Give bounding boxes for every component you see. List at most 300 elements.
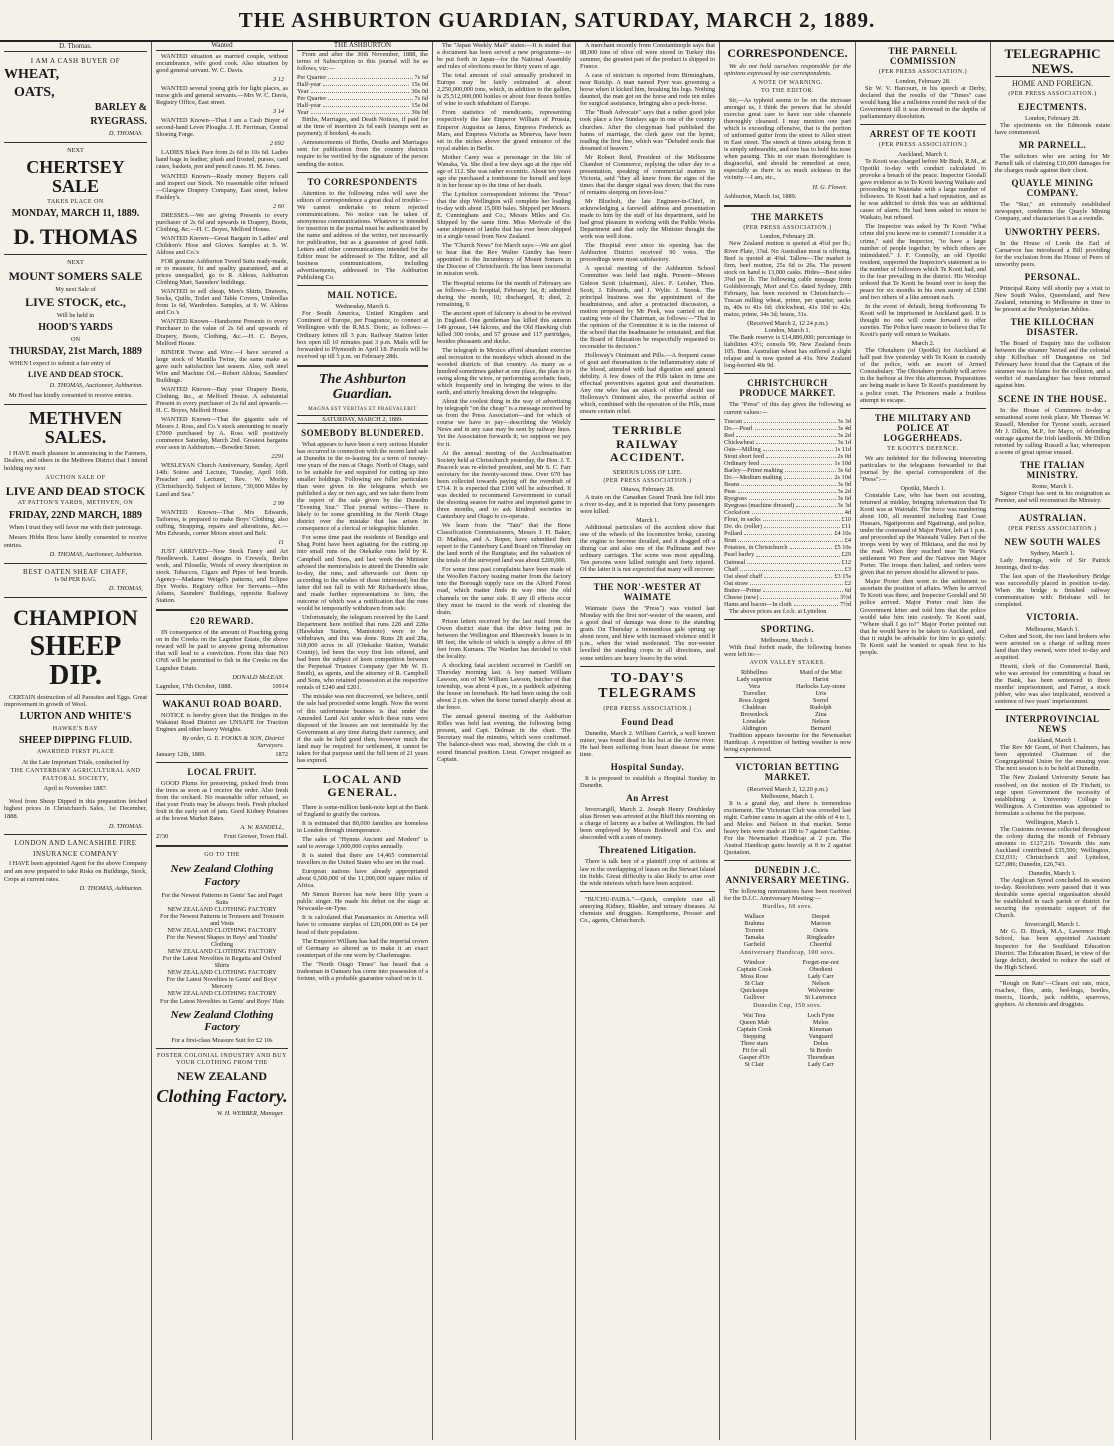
column-6-markets	[720, 42, 856, 1440]
signature: D. THOMAS, Auctioneer, Ashburton.	[49, 382, 143, 390]
horse-name: Torrent	[745, 927, 764, 935]
dateline: Melbourne, March 1.	[760, 792, 815, 800]
reward-notice: IN consequence of the amount of Poaching going on in the Creeks on the Lagmhor Estate, the above reward will be paid to anyone giving information that will lead to a conviction. From this date NO ONE will be permitted to fish in the Creeks on the Lagmhor Estate.	[156, 629, 288, 672]
pattons-yards: AT PATTON'S YARDS, METHVEN, ON	[17, 500, 134, 507]
price-row	[724, 566, 851, 573]
to-editor: TO THE EDITOR.	[761, 88, 814, 95]
race-heading: Hurdles, 60 sovs.	[762, 904, 813, 911]
news-item: Mr G. D. Brack, M.A., Lawrence High School, has been appointed Assistant Inspector for the Southland Education District. The Education Board, in view of the large deficit, decided to reduce the staff of the High School.	[995, 928, 1110, 971]
horse-name: Lady superior	[736, 675, 772, 683]
dateline: March 1.	[636, 516, 659, 524]
rate-row-label: Half-year	[297, 81, 322, 89]
births-notice: Births, Marriages, and Death Notices, if paid for at the time of insertion 2s 6d each (stamps sent as payment); if booked, 4s each.	[297, 116, 428, 138]
ad-code: 2 60	[272, 202, 284, 210]
wanted-ad: WANTED Known—Buy your Drapery Boots, Clothing, &c., at Melford House. A substantial Present to every purchaser of 2s 6d and upwards.—H. C. Boyes, Melford House.	[156, 385, 288, 414]
factory-line: For the Newest Patterns in Gents' Sac and Paget Suits	[161, 891, 283, 906]
news-item: A merchant recently from Constantinople says that 88,000 tons of olive oil were stored in Turkey this summer, the greatest part of the product is shipped to France.	[580, 42, 715, 71]
australian-heading: AUSTRALIAN.	[1018, 513, 1087, 524]
mail-notice-heading: MAIL NOTICE.	[327, 290, 398, 301]
price-row	[724, 474, 851, 481]
dunedin-jc-heading: DUNEDIN J.C. ANNIVERSARY MEETING.	[725, 865, 850, 886]
wanted-ad: WANTED Known—Ready money Buyers call and inspect our Stock. No reasonable offer refused—Glasgow Drapery Company, East street, below Pashley's.	[156, 172, 288, 201]
sheep-dip-heading: SHEEP DIP.	[29, 630, 122, 692]
rate-row-value: 15s 0d	[411, 102, 428, 110]
factory-line: NEW ZEALAND CLOTHING FACTORY	[167, 905, 277, 913]
horse-list	[724, 1012, 851, 1068]
subscription-notice: From and after the 30th November, 1888, the terms of Subscription to this journal will be as follows, viz:—	[297, 50, 428, 72]
rate-row	[297, 102, 428, 109]
held-in-label: Will be held in	[56, 312, 95, 319]
horse-name: Hariot	[812, 675, 829, 683]
price-row-value: 7½d	[839, 600, 851, 608]
news-item: We are indebted for the following interesting particulars to the telegrams forwarded to that journal by the special correspondent of the "Press":—	[860, 454, 986, 483]
price-row	[724, 453, 851, 460]
price-row-label: Do. do. (roller)	[724, 523, 763, 531]
news-item: A train on the Canadian Grand Trunk line fell into a river to-day, and it is reported that forty passengers were killed.	[580, 493, 715, 515]
horse-name: Brownlock	[740, 711, 769, 719]
price-row	[724, 573, 851, 580]
horse-name: Gulliver	[743, 994, 765, 1002]
horse-name: Queen Mab	[739, 1018, 770, 1026]
price-row-value: £4 10s	[834, 530, 851, 538]
newspaper-title: THE ASHBURTON GUARDIAN, SATURDAY, MARCH 2, 1889.	[238, 8, 876, 32]
horse-name: Quicksteps	[740, 987, 769, 995]
horse-name: Wallace	[744, 912, 765, 920]
champion-heading: CHAMPION	[13, 604, 138, 630]
local-item: Mr Simon Reeves has now been fifty years a public singer. He made his debut on the stage at Newcastle-on-Tyne.	[297, 891, 428, 913]
price-row-label: Oats—Milling	[724, 445, 761, 453]
local-item: It is estimated that 80,000 families are homeless in London through intemperance.	[297, 819, 428, 834]
news-item: The Customs revenue collected throughout the colony during the month of February amounts to £127,216. Towards this sum Auckland contributed £35,500; Wellington, £32,031; Christchurch and Lyttelton, £27,086; Dunedin, £26,743.	[995, 825, 1110, 869]
markets-item: The Bank reserve is £14,886,000; percentage to liabilities 43½; consols 99; New Zealand fours 105. Bran. Australian wheat has suffered a slight relapse and is now quoted at 41s. New Zealand long-berried 40s 9d.	[724, 334, 851, 370]
rate-row-label: Year	[297, 109, 309, 117]
advert-item: "Rough on Rats"—Clears out rats, mice, roaches, flies, ants, bed-bugs, beetles, insects, lizards, jack rabbits, sparrows, gophers. At chemists and druggists.	[995, 979, 1110, 1008]
news-item: A case of stoicism is reported from Birmingham, near Ruislip. A man named Pyer was grooming a horse when it kicked him, breaking his legs. Nothing daunted, the man got on the horse and rode ten miles for surgical assistance, bringing also a peck-horse.	[580, 72, 715, 108]
mount-somers-heading: MOUNT SOMERS SALE	[8, 269, 143, 284]
price-row	[724, 439, 851, 446]
column-head: D. Thomas.	[4, 42, 147, 52]
news-item: Prison letters received by the last mail from the Owen district state that the drive being put in between the Wellington and Bluecreek's leases is in 89 feet, the whole of which is simply a drive of 89 feet from Kumara. The Warden has decided to visit the locality.	[437, 617, 571, 660]
news-item: The "Star," an extremely established newspaper, condemns the Quayle Mining Company, and characterises it as a swindle.	[995, 201, 1110, 223]
news-item: The "Japan Weekly Mail" states:—It is stated that a document has been served a new programme—to be put forth in Japan—for the National Assembly and rules of elections must be thirty years of age.	[437, 42, 571, 71]
horse-name: St Clair	[744, 980, 764, 988]
markets-heading: THE MARKETS	[751, 211, 824, 222]
rate-row-label: Per Quarter	[297, 73, 327, 81]
horse-name: Melos	[812, 1018, 829, 1026]
news-item: Te Kooti was charged before Mr Bush, R.M., at Opotiki to-day with conduct calculated to provoke a breach of the peace. Inspector Goodall gave evidence as to Te Kooti leaving Waikato and proceeding to Waiotahe with a large number of followers. Te Kooti had a bad reputation, and as he was addicted to drink this was an additional cause of alarm. He had been asked to return to Waikato, but refused.	[860, 158, 986, 222]
correspondents-heading: TO CORRESPONDENTS	[307, 176, 418, 187]
ad-code: 2291	[271, 453, 284, 461]
price-row	[724, 537, 851, 544]
horse-name: Vera	[748, 682, 761, 690]
price-row	[724, 446, 851, 453]
price-row	[724, 432, 851, 439]
hoods-yards: HOOD'S YARDS	[38, 321, 113, 333]
price-row-value: £12	[841, 558, 851, 566]
rate-row-label: Year	[297, 88, 309, 96]
ad-paragraph: CERTAIN destruction of all Parasites and Eggs. Great improvement in growth of Wool.	[4, 693, 147, 709]
factory-line: For the Newest Shapes in Boys' and Youths' Clothing	[166, 934, 278, 949]
telegram-heading: Threatened Litigation.	[598, 845, 697, 856]
price-row	[724, 523, 851, 530]
dateline: London, February 28.	[895, 77, 951, 85]
quayle-heading: QUAYLE MINING COMPANY.	[1011, 178, 1094, 199]
clothing-factory-heading: Clothing Factory.	[156, 1086, 288, 1107]
price-row-value: £29	[841, 551, 851, 559]
live-stock-heading: LIVE STOCK, etc.,	[25, 295, 126, 310]
go-to-label: GO TO THE	[204, 852, 240, 859]
price-row-label: Oatmeal	[724, 558, 746, 566]
subheading: HOME AND FOREIGN.	[1011, 79, 1094, 89]
motto: MAGNA EST VERITAS ET PRAEVALEBIT	[308, 407, 417, 413]
column-1-auction-ads	[0, 42, 152, 1440]
price-row	[724, 418, 851, 425]
unworthy-peers-heading: UNWORTHY PEERS.	[1004, 226, 1101, 237]
race-heading: Anniversary Handicap, 100 sovs.	[739, 950, 836, 957]
ad-code: 3 14	[272, 108, 284, 116]
horse-name: Sorrel	[813, 697, 829, 704]
wanted-ad: WANTED Known—That Mrs Edwards, Tailoress, is prepared to make Boys' Clothing, also cuffing, Strapping, repairs and alterations, &c.—Mrs Edwards, corner Moore street and Belt.	[156, 508, 288, 537]
horse-name: Nelson	[811, 980, 830, 988]
ad-code: 3 12	[272, 75, 284, 83]
horse-name: Maid of the Mist	[799, 668, 842, 676]
horse-name: Tamaka	[744, 934, 765, 942]
live-dead-stock: LIVE AND DEAD STOCK	[5, 483, 146, 498]
auction-label: AUCTION SALE OF	[45, 474, 106, 481]
price-row	[724, 460, 851, 467]
price-row-value: £4	[844, 537, 851, 545]
news-item: At the annual meeting of the Acclimatisation Society held at Christchurch yesterday, the Hon. J. T. Peacock was re-elected president, and Mr S. C. Farr secretary for the twenty-second time. Over 670 has been collected towards paying off the overdraft of £714. It is expected that £100 will be subscribed. It was decided to recommend Government to curtail the shooting season for native and imported game to three months, and to ask kindred societies in Canterbury and Otago to co-operate.	[437, 449, 571, 520]
sporting-item: Tradition appears favourite for the Newmarket Handicap. A repetition of betting weather is now being experienced.	[724, 732, 851, 754]
ad-paragraph: Mr Hood has kindly consented to receive entries.	[9, 392, 133, 400]
news-item: In the House of Lords the Earl of Carnarvon has introduced a Bill providing for the exclusion from the House of Peers of unworthy peers.	[995, 239, 1110, 268]
nsw-heading: NEW SOUTH WALES	[1004, 537, 1101, 548]
military-heading: THE MILITARY AND POLICE AT LOGGERHEADS.	[874, 412, 972, 443]
live-dead-stock: LIVE AND DEAD STOCK.	[28, 370, 123, 380]
price-row-value: 3s 2d	[837, 488, 851, 496]
awarded-label: AWARDED FIRST PLACE	[36, 749, 115, 756]
horse-name: Captain Cook	[736, 1026, 772, 1034]
wanted-heading: Wanted	[156, 42, 288, 51]
price-row	[724, 509, 851, 516]
letter-heading: A NOTE OF WARNING.	[752, 79, 823, 86]
wanted-ad: LADIES Black Pace from 2s 6d to 10s 6d. Ladies hand bags in leather, plush and frosted, purses, card cases, baskets, pen and pencil cases. H. M. Jones.	[156, 149, 288, 171]
horse-name: Loch Fyne	[807, 1011, 835, 1019]
signature: H. G. Flower.	[812, 183, 847, 191]
interprovincial-heading: INTERPROVINCIAL NEWS	[1005, 714, 1100, 735]
price-row-value: 3s 3d	[837, 417, 851, 425]
sale-date: THURSDAY, 21st March, 1889	[9, 345, 142, 357]
signature: DONALD McLEAN.	[232, 673, 284, 681]
price-row-value: 3s 1d	[837, 438, 851, 446]
trial-dates: April to November 1887.	[43, 784, 108, 792]
auctioneer-name: D. THOMAS	[13, 224, 138, 250]
dateline: London, February 28.	[1025, 114, 1080, 122]
next-label: NEXT	[67, 147, 84, 155]
editorial-paragraph: Unfortunately, the telegram received by the Land Department here notified that runs 228 and 228a (Hawkdun Station, Maniototo) were to be withdrawn, and this was done. Runs 28 and 28a, 318,000 acres in all (Otekaike Station, Waitaki County), led been the very first lots offered, and had been the subject of keen competition between the Perpetual Trustees Company (per Mr W. D. Smith), as agents, and the attorney of R. Campbell and Sons, who retained possession at the respective rentals of £240 and £201.	[297, 613, 428, 692]
news-item: Hewitt, clerk of the Commercial Bank, who was arrested for committing a fraud on the Bank, has been sentenced to three months' imprisonment, and Farrar, a stock jobber, who was also implicated, received a sentence of two years' imprisonment.	[995, 662, 1110, 706]
on-label: ON	[70, 336, 81, 344]
price-row-value: 2s 10d	[834, 473, 851, 481]
price-row-label: Chaff	[724, 565, 739, 573]
dateline: Sydney, March 1.	[1030, 550, 1075, 558]
notice-date: Lagmhor, 17th October, 1888.	[156, 682, 233, 690]
price-row-value: 3s 6d	[837, 466, 851, 474]
wanted-ad: DRESSES.—We are giving Presents to every purchaser of 2s 6d and upwards in Drapery, Boots, Clothing, &c.—H. C. Boyes, Melford House.	[156, 211, 288, 233]
ryegrass-heading: RYEGRASS.	[90, 115, 147, 127]
takes-place-label: TAKES PLACE ON	[47, 198, 104, 205]
column-8-telegraphic	[991, 42, 1114, 1440]
telegram-item: Invercargill, March 2. Joseph Henry Doubleday alias Brown was arrested at the Bluff this morning on a charge of larceny as a bailee at Wellington. He had been employed by Messrs Bothwell and Co. and absconded with a sum of money.	[580, 806, 715, 842]
local-general-heading: LOCAL AND GENERAL.	[322, 771, 403, 800]
signature: D. THOMAS,	[108, 585, 143, 593]
wanted-ad: WANTED Known—Great Bargain in Ladies' and Children's Hose and Gloves. Samples at S. W. Aldous and Co.'s	[156, 234, 288, 256]
horse-name: Fit for all	[742, 1047, 767, 1055]
race-heading: Dunedin Cup, 150 sovs.	[753, 1003, 822, 1010]
news-item: The total amount of coal annually produced in Europe may be fairly estimated at about 2,250,000,000 tons, which, in addition to the gallon, is 25,512,000,000 bottles or about four dozen bottles of wine to each inhabitant of Europe.	[437, 72, 571, 108]
news-item: The "Bush Advocate" says that a rather good joke took place a few Sundays ago in one of the country churches. After the clergyman had published the banns of marriage, the clerk gave out the hymn, reading the first line, which was "Deluded souls that dreamed of heaven."	[580, 109, 715, 152]
ad-code: 10914	[272, 682, 288, 690]
ad-paragraph: I HAVE been appointed Agent for the above Company and am now prepared to take Risks on Buildings, Stock, Crops at current rates.	[4, 860, 147, 883]
mail-notice: For South America, United Kingdom and Continent of Europe, per Fragrance, to connect at Wellington with the R.M.S. Doric, as follows:—Ordinary letters till 3 p.m. Railway Station letter box open till 10 minutes past 3 p.m. Mails will be forwarded to Plymouth in April 18. Parcels will be received up till 5 p.m. on February 28th.	[297, 310, 428, 360]
rate-row-label: Per Quarter	[297, 95, 327, 103]
news-item: The Rev Mr Grant, of Port Chalmers, has been appointed Chairman of the Congregational Union for the ensuing year. The next session is to be held at Dunedin.	[995, 744, 1110, 773]
ad-code: 1872	[275, 750, 288, 758]
telegram-heading: Hospital Sunday.	[610, 761, 685, 772]
news-item: The "Church News" for March says:—We are glad to hear that the Rev Walter Gundry has been appointed to the Incumbency of Mount Somers in the Diocese of Christchurch. He has been successful in mission work.	[437, 242, 571, 278]
price-row	[724, 594, 851, 601]
price-row	[724, 530, 851, 537]
parnell-commission-heading: THE PARNELL COMMISSION	[888, 46, 958, 67]
price-row-value: £2	[844, 579, 851, 587]
editorial-paragraph: For some time past the residents of Bendigo and Shag Point have been agitating for the cutting up into small runs of the Otekaike runs held by R. Campbell and Sons, and last week the Minister advised the memorialists to attend the Dunedin sale to-day, the runs, and afterwards cut them up according to the wishes of those interested; but the latter did not fall in with Mr Richardson's ideas, and made further representations to him, the outcome of which was a notification that the runs would be temporarily withdrawn from sale.	[297, 534, 428, 612]
news-item: Signor Crispi has sent in his resignation as Premier, and will reconstruct the Ministry.	[995, 490, 1110, 505]
price-list	[724, 418, 851, 608]
ejectments-heading: EJECTMENTS.	[1018, 101, 1087, 112]
ad-code: 2 99	[272, 499, 284, 507]
news-item: The ejectments on the Edmonds estate have commenced.	[995, 121, 1110, 136]
wanted-ad: FOR genuine Ashburton Tweed Suits ready-made, or to measure, fit and quality guaranteed, and at prices unequalled, go to R. Aldous, Ashburton Clothing Mart, Saunders' buildings.	[156, 258, 288, 287]
sporting-heading: SPORTING.	[760, 623, 815, 634]
horse-name: Osiris	[813, 927, 829, 935]
horse-list	[724, 669, 851, 732]
produce-note: The above prices are f.o.b. at Lyttelton	[729, 607, 827, 615]
price-row	[724, 502, 851, 509]
price-row	[724, 587, 851, 594]
horse-name: Traveller	[742, 689, 766, 697]
price-row	[724, 601, 851, 608]
notice-date: January 12th, 1889.	[156, 750, 206, 758]
local-item: There is some-million bank-note kept at the Bank of England to gratify the curious.	[297, 803, 428, 818]
price-row-value: 6d	[844, 586, 851, 594]
telegram-item: There is talk here of a plaintiff crop of actions at law re the overlapping of leases on the Stewart Island tin fields. Great difficulty is also likely to arise over the wide interests which have been acquired.	[580, 858, 715, 887]
news-item: The New Zealand University Senate has resolved, on the motion of Dr Fitchett, to urge upon Government the necessity of establishing a University College in Wellington. A Committee was appointed to formulate a scheme for the purpose.	[995, 774, 1110, 817]
personal-heading: PERSONAL.	[1024, 271, 1081, 282]
wanted-ad: WESLEYAN Church Anniversary, Sunday, April 14th. Soiree and Lecture, Tuesday, April 16th. Preacher and Lecturer, Rev. W. Morley (Christchurch). Subject of lecture, "30,000 Miles by Land and Sea."	[156, 462, 288, 498]
price-row-label: Pollard	[724, 530, 743, 538]
ad-paragraph: When I trust they will favor me with their patronage.	[9, 524, 143, 532]
price-row-label: Oat sheaf chaff	[724, 572, 763, 580]
dateline: Melbourne, March 1.	[1025, 625, 1080, 633]
price-row-value: 1s 11d	[834, 445, 851, 453]
horse-name: Bernard	[810, 725, 831, 733]
foster-line: FOSTER COLONIAL INDUSTRY AND BUY YOUR CLOTHING FROM THE	[157, 1053, 287, 1066]
insurance-heading-2: INSURANCE COMPANY	[33, 849, 118, 858]
address: Fruit Grower, Town Hall.	[223, 833, 288, 841]
sale-date: MONDAY, MARCH 11, 1889.	[11, 207, 140, 219]
factory-line: For the Latest Novelties in Regatta and Oxford Shirts	[162, 955, 282, 970]
editorial-paragraph: What appears to have been a very serious blunder has occurred in connection with the recent land sale at Dunedin in the re-leasing for a term of twenty-one years of the runs at Otago. North of Otago, said to be suitable for and required for cutting up into smaller holdings. Following are fuller particulars than were given in the telegrams which we published a day or two ago, and we take them from the report of the sale given by the Dunedin "Evening Star." That journal writes:—There is likely to be some grumbling in the North Otago district over the mistake that has arisen in consequence of a clerical or telegraphic blunder.	[297, 440, 428, 533]
correspondence-heading: CORRESPONDENCE.	[727, 46, 848, 60]
betting-item: It is a grand day, and there is tremendous excitement. The Victorian Club was crowded last night. Carbine came in again at the odds of 4 to 1, and Melos and Nelson in that market. Some heavy bets were made at 100 to 7 against Carbine. For the Newmarket Handicap at 2 p.m. The Austral Handicap gains heavily at 8 to 2 against Quotation.	[724, 799, 851, 856]
wanted-ad: WANTED situation as married couple, without encumbrance, wife good cook. Also situation by good general servant. W. C. Davis.	[156, 52, 288, 74]
wanted-ad: WANTED several young girls for light places, as nurse girls and general servants.—Mrs W. C. Davis, Registry Office, East street.	[156, 85, 288, 107]
price-row-label: Tuscan	[724, 417, 742, 425]
news-item: Cohen and Scott, the two land brokers who were arrested on a charge of selling more land than they owned, were tried to-day and acquitted.	[995, 632, 1110, 661]
horse-name: Moss Rose	[740, 973, 769, 981]
sale-date: FRIDAY, 22ND MARCH, 1889	[9, 509, 142, 521]
race-heading: AVON VALLEY STAKES.	[749, 660, 826, 667]
news-item: Mother Carey was a personage in the life of Wanaka, Va. She died a few days ago at the ripe old age of 112. She was rather eccentric. About ten years ago she purchased a tombstone for herself and kept it in her house up to the time of her death.	[437, 153, 571, 189]
price-row-value: £5 10s	[834, 544, 851, 552]
announce-notice: Announcements of Births, Deaths and Marriages sent for publication from the country districts require to be verified by the signature of the person sending the notice.	[297, 139, 428, 168]
ad-code: 2?30	[156, 833, 169, 841]
price-row	[724, 488, 851, 495]
price-row	[724, 481, 851, 488]
press-association: (PER PRESS ASSOCIATION.)	[603, 705, 692, 712]
hawkes-bay-label: HAWKE'S BAY	[52, 725, 99, 732]
wanted-ad: BINDER Twine and Wire.—I have secured a large stock of Manilla Twine, the same make as gave such satisfaction last season. Also, soft steel Wire and Machine Oil.—Robert Aldous, Saunders' Buildings.	[156, 348, 288, 384]
horse-name: Ribbellmo	[740, 668, 768, 676]
horse-name: Uris	[815, 689, 827, 697]
price-row-value: 3s 4d	[837, 424, 851, 432]
chaff-heading: BEST OATEN SHEAF CHAFF,	[23, 567, 128, 576]
produce-heading: CHRISTCHURCH PRODUCE MARKET.	[739, 378, 836, 399]
italian-ministry-heading: THE ITALIAN MINISTRY.	[1020, 459, 1085, 480]
rate-row-label: Half-year	[297, 102, 322, 110]
first-class-offer: For a first-class Measure Suit for £2 10s	[171, 1037, 273, 1045]
news-item: The Lyttelton correspondent informs the "Press" that the ship Wellington will complete her loading to-day with about 15,000 bales. Shipped per Messrs. E. Cunningham and Co.; Messrs Miles and Co. Shipped by the same firm. Miss Merivale of the same shipment of lambs that has ever been shipped in a single vessel from New Zealand.	[437, 190, 571, 241]
news-item: From statistics of mendicants, representing respectively the late Emperor William of Prussia, Emperor Augustus as Janus, Empress Frederick as Mars, and Empress Victoria as Minerva, have been set in the niches above the grand entrance of the royal stables in Berlin.	[437, 109, 571, 152]
price-row-label: Flour, in sacks	[724, 516, 761, 524]
price-row-label: Hams and bacon—In cloth	[724, 600, 792, 608]
factory-line: For the Latest Novelties in Gents' and Boys' Mercery	[166, 976, 278, 991]
rate-row-value: 30s 0d	[411, 109, 428, 117]
wanted-ad: WANTED Known—That the gigantic sale of Messrs J. Ross, and Co.'s stock amounting to nearly £7000 purchased by A. Ross will positively commence Saturday, March 2nd. Greatest bargains ever seen in Ashburton.—Bowden Street.	[156, 416, 288, 452]
column-5-news	[576, 42, 720, 1440]
issue-date: SATURDAY, MARCH 2, 1889.	[297, 415, 428, 424]
telegram-heading: Found Dead	[621, 716, 674, 727]
barley-heading: BARLEY &	[94, 102, 147, 114]
price-row-label: Ryegrass (machine dressed)	[724, 502, 795, 510]
local-item: The "North Otago Times" has heard that a tradesman in Oamaru has come into possession of a fortune, with a probable guarantee valued on to it.	[297, 960, 428, 982]
horse-name: Despot	[811, 912, 830, 920]
factory-line: For the Latest Novelties in Gents' and Boys' Hats	[160, 997, 284, 1005]
price-row-label: Chickwheat	[724, 438, 755, 446]
methven-sales-heading: METHVEN SALES.	[28, 407, 122, 447]
scene-heading: SCENE IN THE HOUSE.	[998, 393, 1107, 404]
column-2-wanted-ads	[152, 42, 293, 1440]
factory-line: NEW ZEALAND CLOTHING FACTORY	[167, 927, 277, 935]
news-item: The telegraph in Mexico afford abundant exercise and recreation to the monkeys which abound in the wooded districts of that country. As many as a hundred sometimes gather at one place, the plan is to swing along the wires, or performing acrobatic feats, which frequently end in bringing the wires to the earth, and utterly breaking down the telegraphs.	[437, 346, 571, 397]
price-row	[724, 495, 851, 502]
factory-line: NEW ZEALAND CLOTHING FACTORY	[167, 990, 277, 998]
masthead	[0, 0, 1114, 42]
factory-line: For the Newest Patterns in Trousers and Trousers and Vests	[159, 912, 285, 927]
signature: D. THOMAS.	[108, 130, 143, 138]
price-row-label: Stout short feed	[724, 452, 764, 460]
news-item: The Inspector was asked by Te Kooti "What crime did you know me to commit? I consider it a crime," said the Inspector, "to have a large number of people together, by which others are intimidated." J. F. Connolly, an old Opotiki resident, supported the Inspector's statement as to the number of followers which Te Kooti had, and to the fear prevailing in the district. His Worship ordered that Te Kooti be bound over to keep the peace for six months in his own surety of £500 and two others of a like amount each.	[860, 223, 986, 301]
price-row	[724, 551, 851, 558]
price-row	[724, 559, 851, 566]
horse-name: St Bredo	[809, 1047, 832, 1055]
letter-date: Ashburton, March 1st, 1889.	[724, 192, 797, 200]
dateline: March 2.	[911, 340, 935, 348]
signature: A. W. RANDELL,	[240, 824, 284, 832]
editorial-heading: SOMEBODY BLUNDERED.	[301, 427, 424, 438]
cash-buyer-line: I AM A CASH BUYER OF	[30, 56, 121, 65]
railway-accident-heading: TERRIBLE RAILWAY ACCIDENT.	[609, 423, 686, 465]
signature: D. THOMAS.	[108, 822, 143, 830]
lurton-heading: LURTON AND WHITE'S	[19, 711, 132, 723]
local-item: It is stated that there are 14,465 commercial travellers in the United States who are on the road.	[297, 852, 428, 867]
mail-date: Wednesday, March 6.	[335, 303, 390, 311]
rates-list	[297, 74, 428, 116]
price-row	[724, 580, 851, 587]
wanted-ad: JUST ARRIVED—New Stock Fancy and Art Needlework. Latest designs in Crewels, Berlin work, and Filoselle, Wools of every description in stock. Tobaccos, Cigars and Pipes of best brands. Agency—Madame Weigel's patterns, and Eclipse Dye Works. Registry office for Servants.—Mrs Adams, Saunders' Buildings, opposite Railway Station.	[156, 547, 288, 605]
news-item: The last span of the Hawkesbury Bridge was successfully placed in position to-day. When the bridge is finished railway communication with Brisbane will be completed.	[995, 573, 1110, 609]
fruit-ad: GOOD Plums for preserving, picked fresh from the trees as soon as I receive the order. Also fresh from the orchard. No reasonable offer refused, so that your Fruits may be always fresh. Fresh plucked fruit in the early sort of jam. Good Kidney Potatoes at the lowest Market Rates.	[156, 780, 288, 823]
guardian-nameplate: The Ashburton Guardian.	[318, 371, 406, 403]
local-item: European nations have already appropriated about 6,500,000 of the 11,000,000 square miles of Africa.	[297, 868, 428, 890]
local-fruit-heading: LOCAL FRUIT.	[187, 767, 257, 778]
dateline: Invercargill, March 1.	[1024, 921, 1081, 929]
horse-name: Three stars	[740, 1040, 769, 1048]
local-item: It is calculated that Panamanics in America will have to consume surplus of £20,000,000 to £4 per head of their population.	[297, 914, 428, 936]
horse-name: Forget-me-not	[802, 958, 839, 966]
price-row-label: Do.—Pearl	[724, 424, 753, 432]
ad-paragraph: Wool from Sheep Dipped in this preparation fetched highest prices in Christchurch Sales, 1st December, 1888.	[4, 797, 147, 820]
dateline: Auckland, March 1.	[1027, 737, 1078, 745]
trials-line: At the Late Important Trials, conducted by	[21, 758, 130, 766]
column-3-guardian	[293, 42, 433, 1440]
news-item: Mr Robert Reid, President of the Melbourne Chamber of Commerce, replying the other day to a presentation, speaking of commercial matters in Victoria, said "they all knew from the signs of the times that the danger signal was down; that the runs of remains sleeping on fever-loss."	[580, 153, 715, 196]
horse-name: Kinsman	[809, 1026, 833, 1034]
markets-item: New Zealand mutton is quoted at 4¾d per lb.; River Plate, 3⅞d. No Australian meat is offering. Beef is quoted at 4⅜d. Tallow—The market is firm, beef mutton, 25s 6d to 26s. The present stock on hand is 13,000 casks. Hides—Best sides 3⅝d per lb. The following cable message from Goldsborough, Mort and Co. dated Sydney, 28th February, has been received in Christchurch:—Tuscan milling wheat, prime, per quarter, sacks in, 40s to 41s 6d; chickwheat, 41s 10d to 42s; maize, prime, 34s 3d; beans, 31s.	[724, 240, 851, 318]
price-row-value: £3	[844, 565, 851, 573]
letter-body: Sir,—As typhoid seems to be on the increase amongst us, I think the powers that be should exercise great care to have our side channels thoroughly cleansed. I may mention one part which is exceeding offensive, that is the portion of unformed gutter from the street to Allen street in East street. The stench at times arising from it is simply unbearable, and one has to hold his nose when passing. This in our main thoroughfare is disgraceful, and should be remedied at once, especially as there is so much sickness in the vicinity.—I am, etc.,	[724, 96, 851, 182]
horse-name: Gasper d'Or	[739, 1054, 770, 1062]
price-row-value: 3½d	[839, 593, 851, 601]
horse-name: St Clair	[744, 1061, 764, 1069]
price-row	[724, 425, 851, 432]
horse-name: Lady Carr	[807, 973, 834, 981]
rate-row	[297, 95, 428, 102]
press-association: (PER PRESS ASSOCIATION.)	[878, 142, 968, 149]
horse-name: Cheerful	[809, 941, 832, 949]
rate-row	[297, 88, 428, 95]
news-item: Mr Bluebolt, the late Engineer-in-Chief, in acknowledging a farewell address and presentation made to him by the staff of his department, said he had great pleasure in working with the Public Works Department and that only the Minister thought the work was well done.	[580, 197, 715, 241]
rate-row-value: 15s 0d	[411, 81, 428, 89]
wanted-ad: WANTED Known—Handsome Presents to every Purchaser to the value of 2s 6d and upwards of Drapery, Boots, Clothing, &c.—H. C. Boyes, Melford House.	[156, 318, 288, 347]
telegram-heading: An Arrest	[626, 793, 669, 804]
horse-name: Vanguard	[808, 1033, 833, 1041]
price-row-value: 3s 6d	[837, 495, 851, 503]
news-item: In the event of default, being forthcoming Te Kooti will be imprisoned in Auckland gaol. It is thought no one will come forward to offer sureties. The Police have reason to believe that Te Kooti's party will return to Waikato.	[860, 302, 986, 339]
price-row-label: Oat straw	[724, 579, 749, 587]
advert-item: "BUCHU-PAIBA."—Quick, complete cure all annoying Kidney, Bladder, and urinary diseases. At chemists and druggists. Kempthorne, Prosser and Co., agents, Christchurch.	[580, 895, 715, 924]
sale-intro: My next Sale of	[55, 285, 96, 293]
